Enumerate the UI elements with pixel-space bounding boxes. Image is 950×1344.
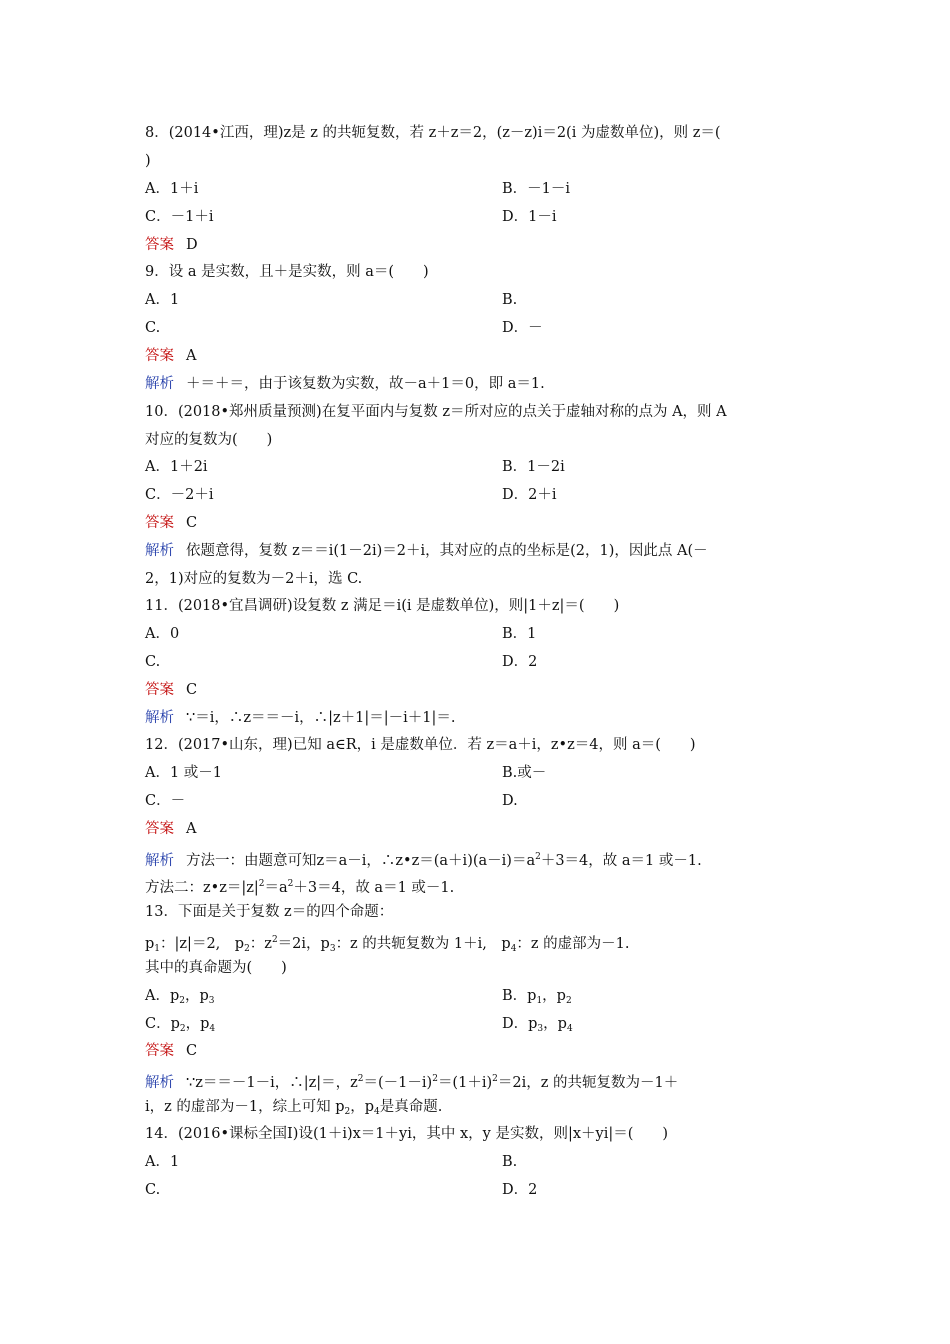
q8-option-c: C．－1＋i <box>145 209 214 225</box>
q9-answer <box>145 346 196 366</box>
answer-value: A <box>186 821 197 837</box>
q13-option-c <box>145 1014 215 1039</box>
q14-option-d: D．2 <box>502 1182 538 1198</box>
q8-option-b: B．－1－i <box>502 181 571 197</box>
option-text: A．p <box>145 988 180 1004</box>
q11-option-c: C. <box>145 654 161 670</box>
explanation-label: 解析 <box>145 853 174 869</box>
q9-option-b: B. <box>502 292 518 308</box>
prop-text: ＝2i，p <box>277 936 330 952</box>
q13-answer <box>145 1041 197 1061</box>
answer-label: 答案 <box>145 682 174 698</box>
q9-option-c: C. <box>145 320 161 336</box>
answer-value: C <box>186 682 198 698</box>
explanation-text: ＋3＝4，故 a＝1 或－1. <box>293 880 455 896</box>
q10-stem-line2: 对应的复数为( ) <box>145 432 273 448</box>
q12-option-a: A．1 或－1 <box>145 765 223 781</box>
q14-option-b: B. <box>502 1154 518 1170</box>
subscript: 2 <box>179 996 185 1006</box>
option-text: ，p <box>542 988 566 1004</box>
explanation-text: ＋＝＋＝，由于该复数为实数，故－a＋1＝0，即 a＝1. <box>186 376 545 392</box>
option-text: ，p <box>543 1016 567 1032</box>
subscript: 1 <box>154 944 161 954</box>
option-text: C．p <box>145 1016 180 1032</box>
q11-option-a: A．0 <box>145 626 180 642</box>
explanation-text: ＝2i，z 的共轭复数为－1＋ <box>497 1075 679 1091</box>
explanation-label: 解析 <box>145 376 174 392</box>
q10-explanation-line1 <box>145 541 708 561</box>
q10-option-c: C．－2＋i <box>145 487 214 503</box>
explanation-text: ＝(－1－i) <box>363 1075 433 1091</box>
q8-stem-line1: 8．(2014•江西，理)z是 z 的共轭复数，若 z＋z＝2，(z－z)i＝2(i 为虚数单位)，则 z＝( <box>145 125 721 141</box>
answer-value: C <box>186 1043 198 1059</box>
superscript: 2 <box>492 1074 498 1084</box>
q8-answer <box>145 235 198 255</box>
subscript: 4 <box>510 944 517 954</box>
q13-option-a <box>145 986 215 1011</box>
explanation-text: i，z 的虚部为－1，综上可知 p <box>145 1099 345 1115</box>
q13-propositions <box>145 930 630 959</box>
q10-stem-line1: 10．(2018•郑州质量预测)在复平面内与复数 z＝所对应的点关于虚轴对称的点为 A，则 A <box>145 404 727 420</box>
q12-explanation-line1 <box>145 847 702 871</box>
q12-answer <box>145 819 196 839</box>
prop-text: ：|z|＝2, p <box>160 936 245 952</box>
prop-text: ：z 的虚部为－1. <box>516 936 630 952</box>
q13-option-d <box>502 1014 573 1039</box>
superscript: 2 <box>287 879 294 889</box>
q13-explanation-line1 <box>145 1069 678 1093</box>
explanation-text: ∵＝i，∴z＝＝－i，∴|z＋1|＝|－i＋1|＝. <box>186 710 456 726</box>
answer-label: 答案 <box>145 515 174 531</box>
superscript: 2 <box>432 1074 438 1084</box>
answer-value: A <box>186 348 197 364</box>
explanation-label: 解析 <box>145 1075 174 1091</box>
subscript: 2 <box>344 1107 351 1117</box>
subscript: 4 <box>374 1107 380 1117</box>
q10-option-a: A．1＋2i <box>145 459 208 475</box>
superscript: 2 <box>258 879 265 889</box>
q10-explanation-line2: 2，1)对应的复数为－2＋i，选 C. <box>145 571 363 587</box>
q8-option-d: D．1－i <box>502 209 557 225</box>
q10-option-b: B．1－2i <box>502 459 565 475</box>
q14-option-c: C. <box>145 1182 161 1198</box>
subscript: 1 <box>536 996 543 1006</box>
explanation-text: ，p <box>350 1099 375 1115</box>
q12-stem: 12．(2017•山东，理)已知 a∈R，i 是虚数单位．若 z＝a＋i，z•z＝4，则 a＝( ) <box>145 737 696 753</box>
option-text: D．p <box>502 1016 538 1032</box>
q11-option-b: B．1 <box>502 626 537 642</box>
explanation-text: ∵z＝＝－1－i，∴|z|＝，z <box>186 1075 358 1091</box>
q12-option-c: C．－ <box>145 793 186 809</box>
q9-explanation <box>145 374 545 394</box>
prop-text: ：z 的共轭复数为 1＋i, p <box>335 936 511 952</box>
q12-option-b: B.或－ <box>502 765 547 781</box>
q9-option-a: A．1 <box>145 292 180 308</box>
prop-text: ：z <box>249 936 272 952</box>
q8-stem-line2: ) <box>145 153 151 169</box>
q9-stem: 9．设 a 是实数，且＋是实数，则 a＝( ) <box>145 264 429 280</box>
explanation-text: 依题意得，复数 z＝＝i(1－2i)＝2＋i，其对应的点的坐标是(2，1)，因此点 A(－ <box>186 543 708 559</box>
answer-label: 答案 <box>145 348 174 364</box>
q11-option-d: D．2 <box>502 654 538 670</box>
explanation-text: ＋3＝4，故 a＝1 或－1. <box>540 853 702 869</box>
explanation-text: ＝(1＋i) <box>437 1075 493 1091</box>
subscript: 3 <box>208 996 215 1006</box>
q13-option-b <box>502 986 572 1011</box>
subscript: 2 <box>565 996 572 1006</box>
option-text: ，p <box>185 988 209 1004</box>
prop-text: p <box>145 936 155 952</box>
subscript: 4 <box>566 1024 573 1034</box>
q13-explanation-line2 <box>145 1097 442 1122</box>
subscript: 2 <box>244 944 250 954</box>
q12-explanation-line2 <box>145 874 454 898</box>
explanation-text: ＝a <box>264 880 288 896</box>
answer-label: 答案 <box>145 237 174 253</box>
superscript: 2 <box>357 1074 364 1084</box>
q11-answer <box>145 680 197 700</box>
q13-stem: 13．下面是关于复数 z＝的四个命题： <box>145 904 394 920</box>
q14-stem: 14．(2016•课标全国Ⅰ)设(1＋i)x＝1＋yi，其中 x，y 是实数，则|x＋yi|＝( ) <box>145 1126 669 1142</box>
answer-label: 答案 <box>145 1043 174 1059</box>
explanation-label: 解析 <box>145 543 174 559</box>
q12-option-d: D. <box>502 793 518 809</box>
option-text: B．p <box>502 988 537 1004</box>
answer-label: 答案 <box>145 821 174 837</box>
explanation-text: 是真命题. <box>379 1099 443 1115</box>
q13-question: 其中的真命题为( ) <box>145 960 287 976</box>
q14-option-a: A．1 <box>145 1154 180 1170</box>
subscript: 3 <box>537 1024 544 1034</box>
explanation-text: 方法二：z•z＝|z| <box>145 880 259 896</box>
q8-option-a: A．1＋i <box>145 181 199 197</box>
q11-explanation <box>145 708 456 728</box>
q9-option-d: D．－ <box>502 320 543 336</box>
option-text: ，p <box>185 1016 210 1032</box>
subscript: 3 <box>329 944 336 954</box>
answer-value: D <box>186 237 198 253</box>
q10-answer <box>145 513 197 533</box>
superscript: 2 <box>535 852 541 862</box>
explanation-text: 方法一：由题意可知z＝a－i，∴z•z＝(a＋i)(a－i)＝a <box>186 853 536 869</box>
subscript: 4 <box>209 1024 216 1034</box>
q10-option-d: D．2＋i <box>502 487 557 503</box>
subscript: 2 <box>179 1024 186 1034</box>
explanation-label: 解析 <box>145 710 174 726</box>
answer-value: C <box>186 515 198 531</box>
superscript: 2 <box>271 935 278 945</box>
q11-stem: 11．(2018•宜昌调研)设复数 z 满足＝i(i 是虚数单位)，则|1＋z|＝( ) <box>145 598 620 614</box>
